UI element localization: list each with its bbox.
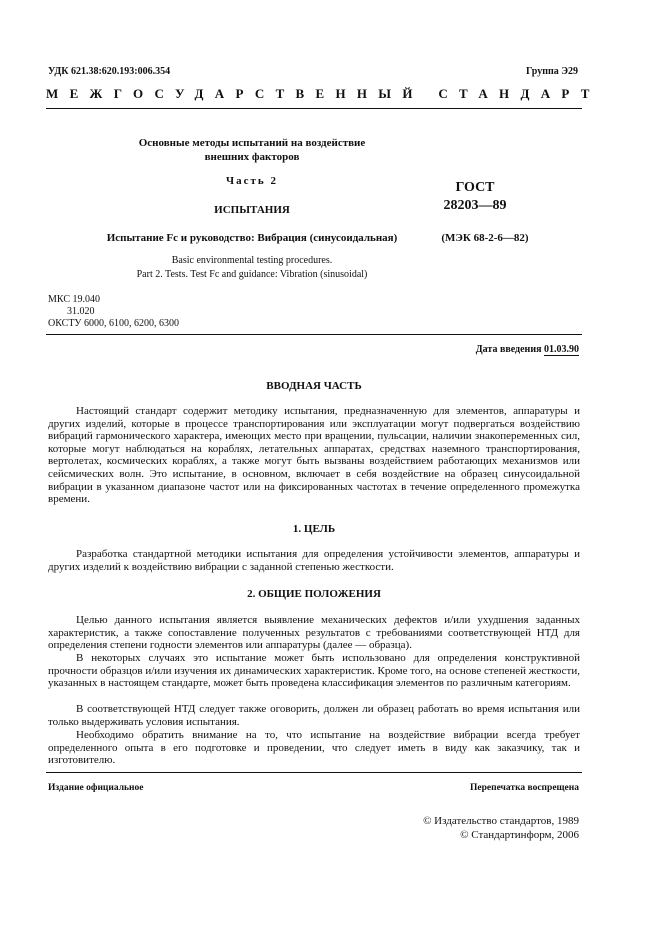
effective-date-label: Дата введения — [475, 344, 542, 355]
section-1-paragraph: Разработка стандартной методики испытания для определения устойчивости элементов, аппаратуры и других изделий к воздействию вибрации с заданной степенью жесткости. — [48, 548, 580, 573]
effective-date — [476, 344, 579, 355]
okstu-code: ОКСТУ 6000, 6100, 6200, 6300 — [48, 318, 180, 329]
copyright-2: © Стандартинформ, 2006 — [460, 829, 579, 841]
part-label: Часть 2 — [226, 175, 278, 187]
english-title — [88, 254, 416, 282]
standard-banner: МЕЖГОСУДАРСТВЕННЫЙ СТАНДАРТ — [46, 86, 601, 101]
subtitle: Испытание Fc и руководство: Вибрация (синусоидальная) — [106, 232, 398, 244]
mks-code: МКС 19.040 — [48, 294, 100, 305]
title-line-2: внешних факторов — [204, 151, 300, 163]
edition-note: Издание официальное — [48, 783, 144, 793]
section-2-paragraph-4: Необходимо обратить внимание на то, что испытание на воздействие вибрации всегда требует определенного опыта в его подготовке и проведении, что следует иметь в виду как заказчику, так и изготовителю. — [48, 729, 580, 767]
english-title-line-1: Basic environmental testing procedures. — [171, 255, 333, 266]
gost-label: ГОСТ — [455, 180, 495, 195]
gost-number: 28203—89 — [443, 198, 507, 213]
iec-reference: (МЭК 68-2-6—82) — [441, 232, 529, 244]
intro-paragraph: Настоящий стандарт содержит методику испытания, предназначенную для элементов, аппаратуры и других изделий, которые в процессе транспортирования или эксплуатации могут подвергаться воздействию вибраций гармонического характера, имеющих место при вращении, пульсации, наличии знакопеременных сил, которые могут наблюдаться на кораблях, летательных аппаратах, средствах наземного транспортирования, вертолетах, космических кораблях, а также могут быть вызваны воздействием работающих механизмов или сейсмических волн. Это испытание, в основном, включает в себя воздействие на образец синусоидальной вибрации в указанном диапазоне частот или на фиксированных частотах в течение определенного промежутка времени. — [48, 405, 580, 506]
codes-divider — [46, 334, 582, 335]
udk-code: УДК 621.38:620.193:006.354 — [48, 66, 171, 77]
group-code: Группа Э29 — [526, 66, 578, 77]
tests-title: ИСПЫТАНИЯ — [214, 204, 290, 216]
mks-code-2: 31.020 — [67, 306, 95, 317]
title-line-1: Основные методы испытаний на воздействие — [138, 137, 366, 149]
intro-heading: ВВОДНАЯ ЧАСТЬ — [266, 380, 362, 392]
banner-divider — [46, 108, 582, 109]
copyright-1: © Издательство стандартов, 1989 — [423, 815, 579, 827]
section-2-paragraph-3: В соответствующей НТД следует также оговорить, должен ли образец работать во время испытания или только выдерживать условия испытания. — [48, 703, 580, 728]
reprint-note: Перепечатка воспрещена — [469, 783, 579, 793]
section-1-heading: 1. ЦЕЛЬ — [292, 523, 336, 535]
section-2-paragraph-2: В некоторых случаях это испытание может быть использовано для определения конструктивной прочности образцов и/или изучения их динамических характеристик. Кроме того, на основе степеней жесткости, указанных в настоящем стандарте, может быть проведена классификация элементов по различным категориям. — [48, 652, 580, 690]
section-2-heading: 2. ОБЩИЕ ПОЛОЖЕНИЯ — [247, 588, 381, 600]
english-title-line-2: Part 2. Tests. Test Fc and guidance: Vibration (sinusoidal) — [136, 269, 368, 280]
section-2-paragraph-1: Целью данного испытания является выявление механических дефектов и/или ухудшения заданных характеристик, а также сопоставление полученных результатов с требованиями соответствующей НТД для определения степени годности элементов или аппаратуры (далее — образца). — [48, 614, 580, 652]
footer-divider — [46, 772, 582, 773]
effective-date-value: 01.03.90 — [544, 344, 579, 355]
